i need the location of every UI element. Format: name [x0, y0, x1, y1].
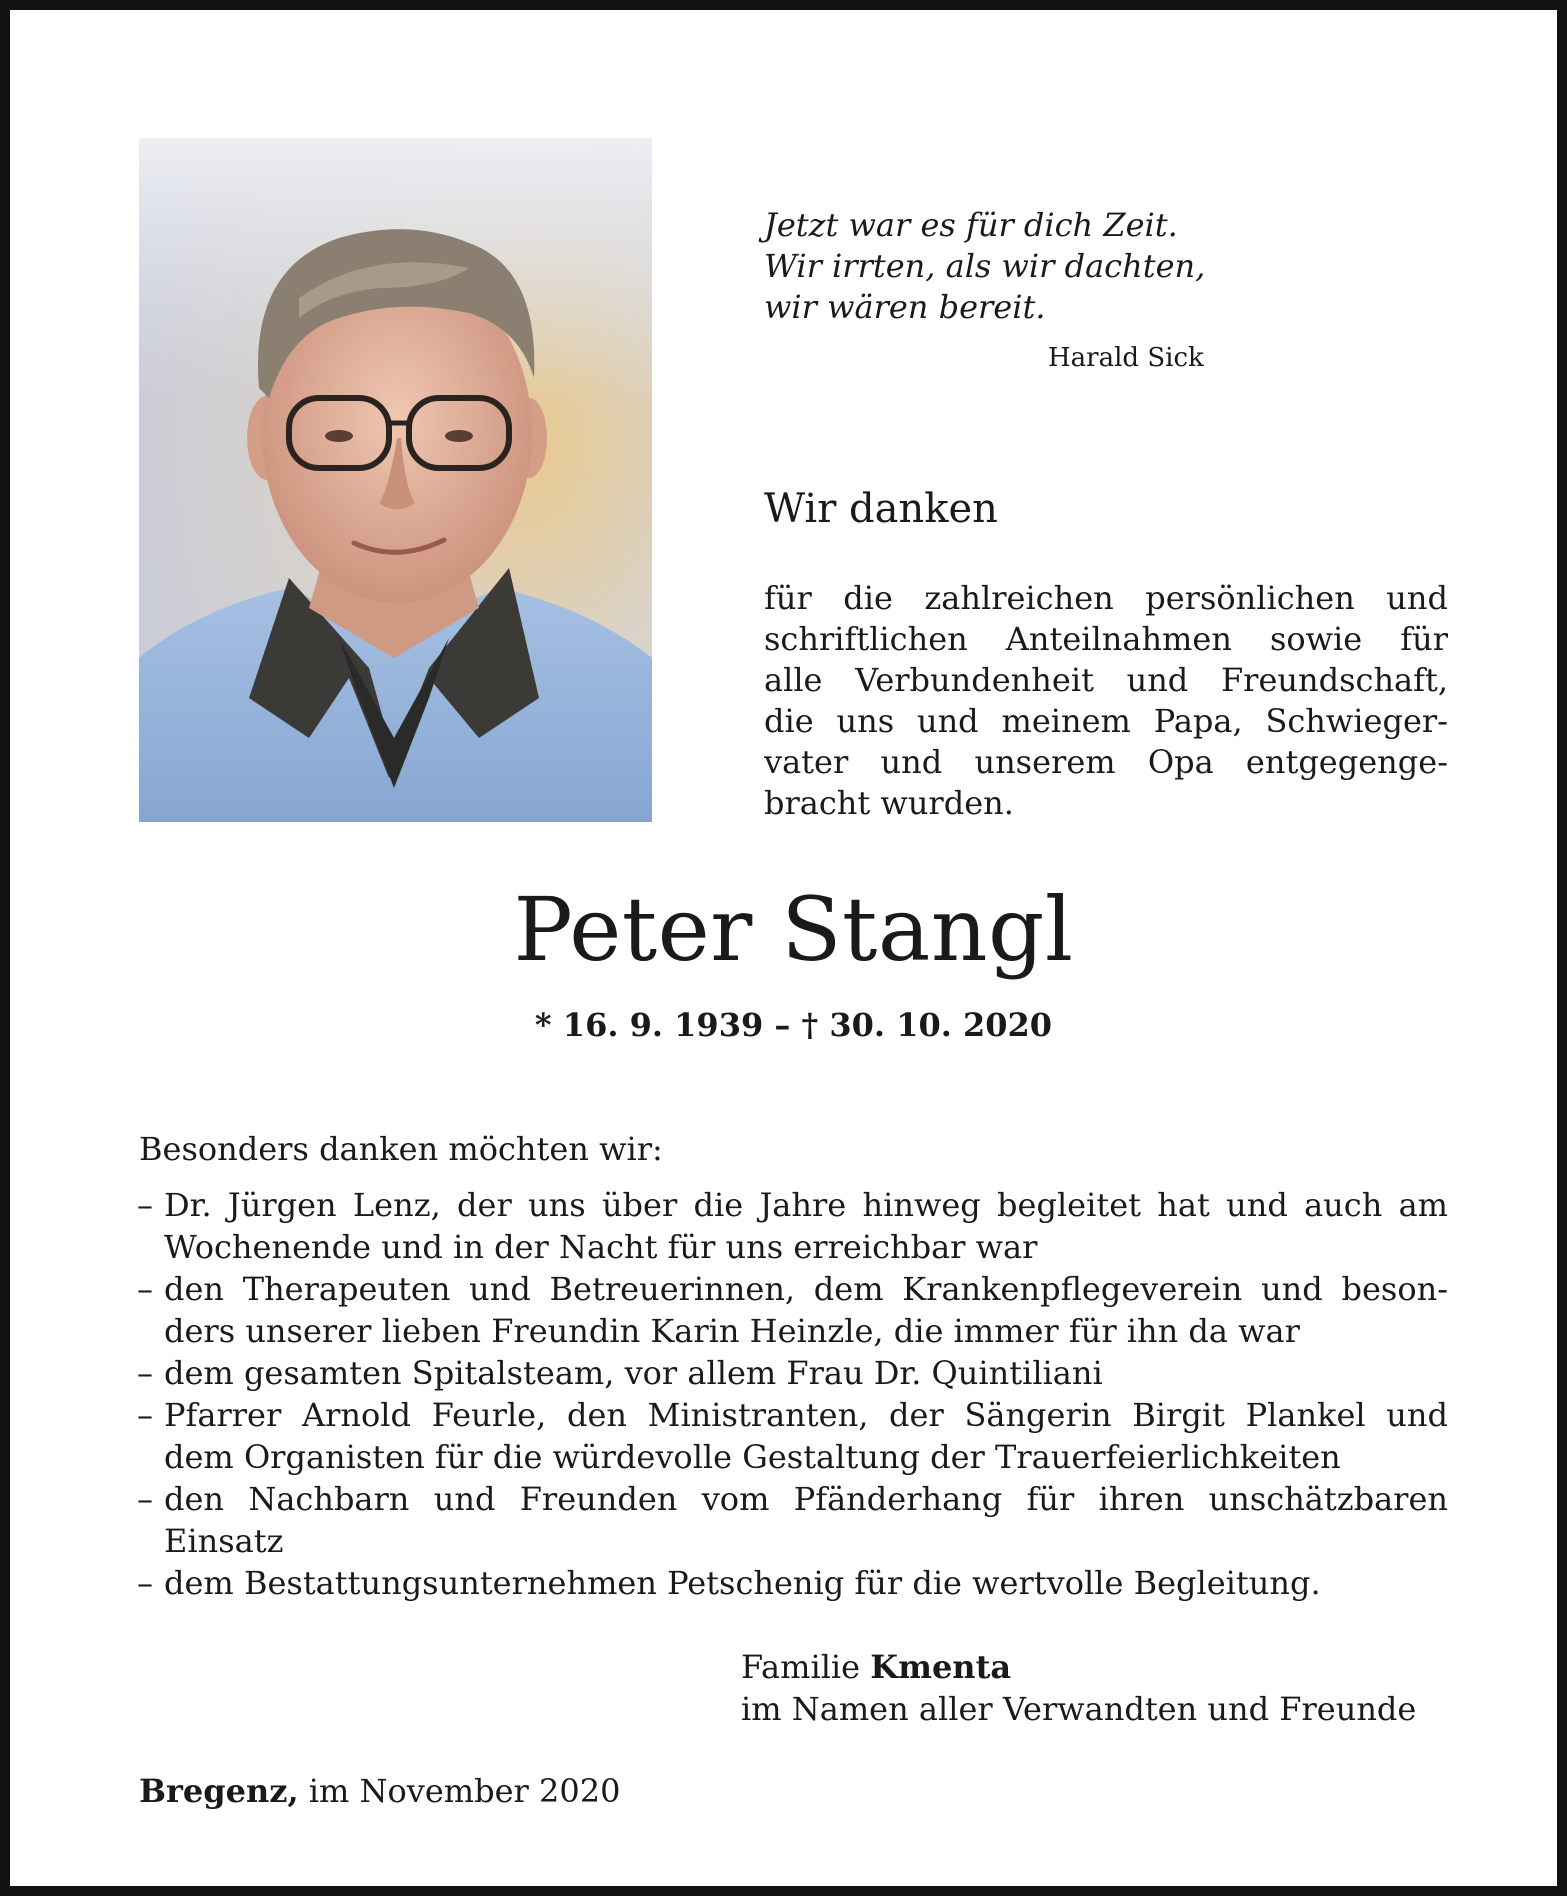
poem-line: Wir irrten, als wir dachten,: [764, 247, 1206, 285]
list-item-text: Dr. Jürgen Lenz, der uns über die Jahre hinweg begleitet hat und auch am: [164, 1186, 1448, 1224]
place-month: im November 2020: [308, 1772, 621, 1810]
deceased-name: Peter Stangl: [513, 878, 1074, 981]
list-dash: –: [137, 1354, 153, 1392]
thanks-heading: Wir danken: [764, 486, 998, 532]
thanks-line: die uns und meinem Papa, Schwieger-: [764, 702, 1448, 740]
thanks-line: schriftlichen Anteilnahmen sowie für: [764, 620, 1448, 658]
thanks-line: für die zahlreichen persönlichen und: [764, 579, 1448, 617]
list-item: [137, 1268, 1448, 1310]
special-thanks-list: [137, 1184, 1448, 1604]
list-item: [137, 1394, 1448, 1436]
list-item-continuation: [137, 1226, 1448, 1268]
thanks-line: vater und unserem Opa entgegenge-: [764, 743, 1448, 781]
list-item: [137, 1184, 1448, 1226]
list-item-text: Pfarrer Arnold Feurle, den Ministranten, der Sängerin Birgit Plankel und: [164, 1396, 1448, 1434]
list-item-text: den Nachbarn und Freunden vom Pfänderhang für ihren unschätzbaren: [164, 1480, 1448, 1518]
portrait-illustration: [139, 138, 652, 822]
thanks-line: bracht wurden.: [764, 784, 1014, 822]
list-item-continuation: [137, 1436, 1448, 1478]
list-item-text: dem Bestattungsunternehmen Petschenig für die wertvolle Begleitung.: [164, 1564, 1321, 1602]
list-item-text: ders unserer lieben Freundin Karin Heinzle, die immer für ihn da war: [164, 1312, 1300, 1350]
list-item-continuation: [137, 1520, 1448, 1562]
list-item: [137, 1352, 1448, 1394]
poem-author: Harald Sick: [1048, 343, 1204, 373]
place-date: [139, 1772, 620, 1810]
life-dates: * 16. 9. 1939 – † 30. 10. 2020: [534, 1006, 1053, 1044]
poem-line: Jetzt war es für dich Zeit.: [764, 206, 1178, 244]
portrait-photo: [139, 138, 652, 822]
poem: [764, 205, 1205, 328]
special-thanks-heading: Besonders danken möchten wir:: [139, 1130, 663, 1168]
signature-prefix: Familie: [741, 1648, 861, 1686]
list-dash: –: [137, 1270, 153, 1308]
list-dash: –: [137, 1564, 153, 1602]
list-dash: –: [137, 1396, 153, 1434]
list-item-text: dem gesamten Spitalsteam, vor allem Frau Dr. Quintiliani: [164, 1354, 1103, 1392]
signature-family: Kmenta: [870, 1648, 1012, 1686]
signature: [741, 1646, 1416, 1730]
signature-line-2: im Namen aller Verwandten und Freunde: [741, 1690, 1417, 1728]
list-item-text: Einsatz: [164, 1522, 284, 1560]
list-item-text: den Therapeuten und Betreuerinnen, dem Krankenpflegeverein und beson-: [164, 1270, 1448, 1308]
list-item-text: Wochenende und in der Nacht für uns erreichbar war: [164, 1228, 1038, 1266]
list-dash: –: [137, 1186, 153, 1224]
signature-line-1: [741, 1646, 1416, 1688]
list-item: [137, 1478, 1448, 1520]
list-item: [137, 1562, 1448, 1604]
list-item-continuation: [137, 1310, 1448, 1352]
thanks-paragraph: [764, 578, 1448, 824]
list-dash: –: [137, 1480, 153, 1518]
poem-line: wir wären bereit.: [764, 288, 1046, 326]
place-city: Bregenz,: [139, 1772, 299, 1810]
list-item-text: dem Organisten für die würdevolle Gestaltung der Trauerfeierlichkeiten: [164, 1438, 1341, 1476]
thanks-line: alle Verbundenheit und Freundschaft,: [764, 661, 1448, 699]
